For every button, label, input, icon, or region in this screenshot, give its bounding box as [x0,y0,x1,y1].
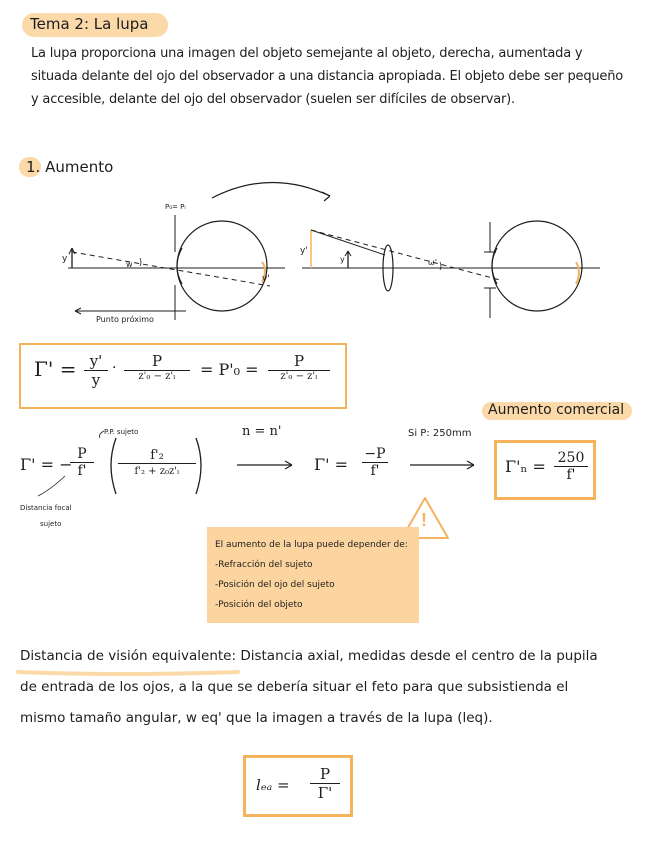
ray-left [72,252,270,286]
label-punto: Punto próximo [96,315,154,324]
big-num: f'₂ [118,448,196,464]
retina-right [576,262,579,284]
formula1-f2 [124,352,190,382]
si-label: Si P: 250mm [408,428,472,439]
f1-num: y' [84,352,108,371]
n-label: n = n' [242,424,282,439]
boxed-num: 250 [554,450,588,467]
formula2-mid-frac [362,446,388,479]
label-po: P₀= Pₗ [165,203,186,211]
dve-line-1 [20,648,598,664]
label-y3: y [340,255,345,264]
aumento-comercial-label: Aumento comercial [488,402,625,418]
pp-label: P.P. sujeto [104,428,139,436]
warning-icon: ! [421,510,427,530]
f2-num: P [124,352,190,371]
label-y: y [62,254,68,264]
eye-right [492,221,582,311]
dist-label-2: sujeto [40,520,62,528]
big-den: f'₂ + z₀z'ₗ [134,466,180,477]
boxed-den: f' [566,467,576,483]
boxed-frac [554,450,588,483]
dve-line-2: de entrada de los ojos, a la que se debería situar el feto para que subsistienda el [20,679,569,695]
label-y-img: y' [262,274,270,284]
f3-den: z'₀ − z'ₗ [280,371,318,382]
f3c-num: P [310,765,340,784]
boxed-lhs: Γ'ₙ = [505,457,546,476]
section-heading: 1. Aumento [26,158,114,176]
formula2-lhs: Γ' = − [20,455,73,474]
f2b-den: f' [77,463,87,479]
formula3-lhs: lₑₐ = [256,776,290,794]
note-line-3: -Posición del ojo del sujeto [215,580,335,590]
paren-right [196,438,201,494]
formula1-eq: = P'₀ = [200,360,259,379]
formula3-frac [310,765,340,802]
label-w: w [126,260,133,269]
formula2-frac [70,446,94,479]
note-line-2: -Refracción del sujeto [215,560,313,570]
label-y2: y' [300,246,308,256]
formula1-f1 [84,352,108,389]
label-w2: ω' [428,258,437,267]
note-line-4: -Posición del objeto [215,600,303,610]
intro-paragraph: La lupa proporciona una imagen del objeto semejante al objeto, derecha, aumentada y situada delante del ojo del observador a una distancia apropiada. El objeto debe ser pequeño y accesible, delante del ojo del observador (suelen ser difíciles de observar). [31,46,624,107]
f3-num: P [268,352,330,371]
dist-label-1: Distancia focal [20,504,72,512]
term-underline [18,672,238,674]
eye-left [177,221,267,311]
cornea-left [177,248,182,284]
f2b-num: P [70,446,94,463]
formula2-mid-lhs: Γ' = [314,455,348,474]
f3c-den: Γ' [317,784,333,802]
dve-rest: Distancia axial, medidas desde el centro de la pupila [236,648,598,664]
mid-den: f' [370,463,380,479]
mid-num: −P [362,446,388,463]
note-line-1: El aumento de la lupa puede depender de: [215,540,408,550]
transition-arrow [212,182,330,198]
page-title: Tema 2: La lupa [30,15,149,33]
paren-left [111,438,116,494]
formula1-dot: · [112,360,117,376]
dve-term: Distancia de visión equivalente: [20,648,237,664]
f1-den: y [91,371,101,389]
formula1-f3 [268,352,330,382]
formula2-big-frac [118,448,196,477]
dve-line-3: mismo tamaño angular, w eq' que la imagen a través de la lupa (leq). [20,710,493,726]
formula1-lhs: Γ' = [34,357,77,381]
f2-den: z'₀ − z'ₗ [138,371,176,382]
